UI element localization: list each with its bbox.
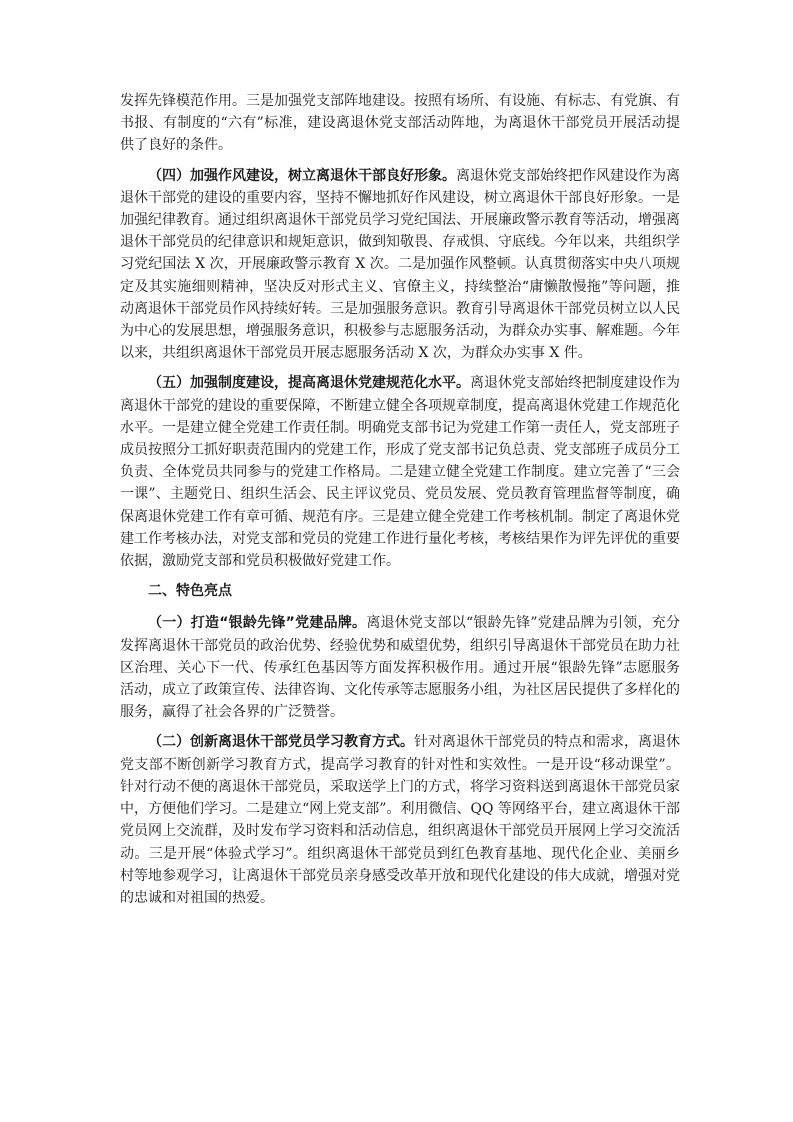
heading-silver-pioneer: （一）打造“银龄先锋”党建品牌。 (148, 615, 367, 632)
paragraph-style-building (120, 165, 680, 365)
heading-learning-innovation: （二）创新离退休干部党员学习教育方式。 (148, 734, 414, 751)
heading-system-building: （五）加强制度建设，提高离退休党建规范化水平。 (148, 375, 470, 392)
body-learning-innovation: 针对离退休干部党员的特点和需求，离退休党支部不断创新学习教育方式，提高学习教育的针对性和实效性。一是开设“移动课堂”。针对行动不便的离退休干部党员，采取送学上门的方式，将学习资料送到离退休干部党员家中，方便他们学习。二是建立“网上党支部”。利用微信、QQ 等网络平台，建立离退休干部党员网上交流群，及时发布学习资料和活动信息，组织离退休干部党员开展网上学习交流活动。三是开展“体验式学习”。组织离退休干部党员到红色教育基地、现代化企业、美丽乡村等地参观学习，让离退休干部党员亲身感受改革开放和现代化建设的伟大成就，增强对党的忠诚和对祖国的热爱。 (120, 734, 680, 906)
body-system-building: 离退休党支部始终把制度建设作为离退休干部党的建设的重要保障，不断建立健全各项规章制度，提高离退休党建工作规范化水平。一是建立健全党建工作责任制。明确党支部书记为党建工作第一责任人，党支部班子成员按照分工抓好职责范围内的党建工作，形成了党支部书记负总责、党支部班子成员分工负责、全体党员共同参与的党建工作格局。二是建立健全党建工作制度。建立完善了“三会一课”、主题党日、组织生活会、民主评议党员、党员发展、党员教育管理监督等制度，确保离退休党建工作有章可循、规范有序。三是建立健全党建工作考核机制。制定了离退休党建工作考核办法，对党支部和党员的党建工作进行量化考核，考核结果作为评先评优的重要依据，激励党支部和党员积极做好党建工作。 (120, 375, 680, 570)
body-style-building: 离退休党支部始终把作风建设作为离退休干部党的建设的重要内容，坚持不懈地抓好作风建设，树立离退休干部良好形象。一是加强纪律教育。通过组织离退休干部党员学习党纪国法、开展廉政警示教育等活动，增强离退休干部党员的纪律意识和规矩意识，做到知敬畏、存戒惧、守底线。今年以来，共组织学习党纪国法 X 次，开展廉政警示教育 X 次。二是加强作风整顿。认真贯彻落实中央八项规定及其实施细则精神，坚决反对形式主义、官僚主义，持续整治“庸懒散慢拖”等问题，推动离退休干部党员作风持续好转。三是加强服务意识。教育引导离退休干部党员树立以人民为中心的发展思想，增强服务意识，积极参与志愿服务活动，为群众办实事、解难题。今年以来，共组织离退休干部党员开展志愿服务活动 X 次，为群众办实事 X 件。 (120, 167, 680, 362)
paragraph-continuation: 发挥先锋模范作用。三是加强党支部阵地建设。按照有场所、有设施、有标志、有党旗、有书报、有制度的“六有”标准，建设离退休党支部活动阵地，为离退休干部党员开展活动提供了良好的条件。 (120, 93, 680, 154)
paragraph-system-building (120, 372, 680, 572)
paragraph-learning-innovation (120, 731, 680, 909)
section-heading-highlights: 二、特色亮点 (148, 583, 232, 600)
paragraph-silver-pioneer (120, 612, 680, 723)
document-page (120, 90, 680, 917)
body-silver-pioneer: 离退休党支部以“银龄先锋”党建品牌为引领，充分发挥离退休干部党员的政治优势、经验优势和威望优势，组织引导离退休干部党员在助力社区治理、关心下一代、传承红色基因等方面发挥积极作用。通过开展“银龄先锋”志愿服务活动，成立了政策宣传、法律咨询、文化传承等志愿服务小组，为社区居民提供了多样化的服务，赢得了社会各界的广泛赞誉。 (120, 615, 680, 721)
heading-style-building: （四）加强作风建设，树立离退休干部良好形象。 (148, 167, 456, 184)
